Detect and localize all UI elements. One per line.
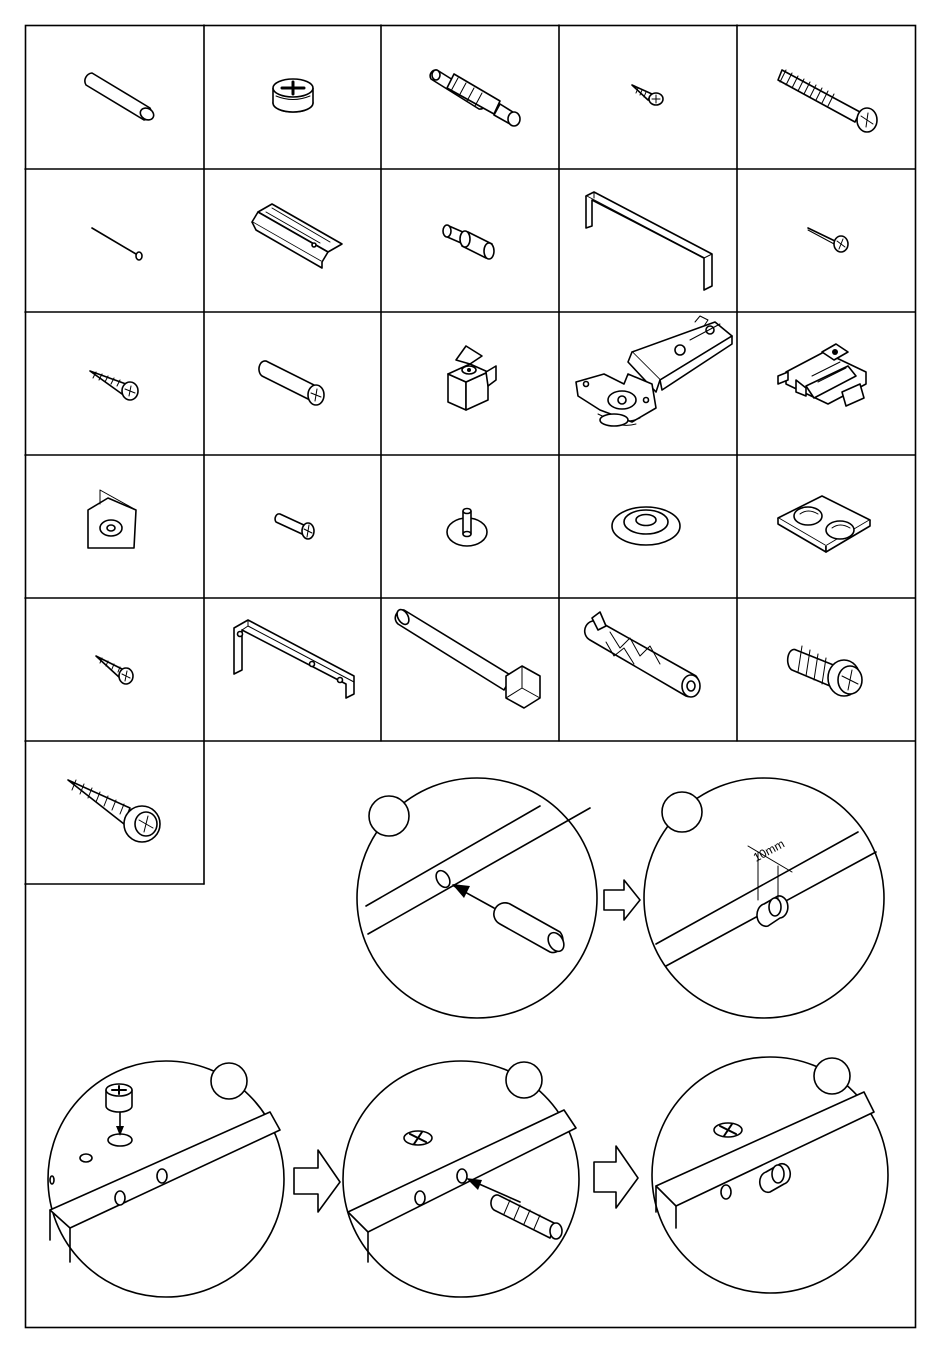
step-cam-insert [48, 1061, 284, 1297]
handle-bolt-icon [808, 228, 848, 252]
small-screw-icon [632, 85, 663, 105]
cabinet-hinge-icon [576, 316, 732, 426]
step-number-badge [211, 1063, 247, 1099]
felt-pads-icon [778, 496, 870, 552]
cam-lock-icon [273, 79, 313, 112]
short-wood-screw-icon [96, 656, 133, 684]
short-bolt-icon [275, 514, 314, 539]
long-screw-icon [778, 70, 877, 132]
connector-bolt-icon [259, 361, 324, 405]
nail-icon [92, 228, 142, 260]
step-bolt-installed [652, 1057, 888, 1293]
step-dowel-insert [357, 778, 597, 1018]
step-number-badge [506, 1062, 542, 1098]
corner-block-icon [448, 346, 496, 410]
corner-bracket-icon [88, 490, 136, 548]
hinge-mounting-plate-icon [778, 344, 866, 406]
step-dowel-inserted [644, 778, 884, 1018]
arrow-right-icon [604, 880, 640, 920]
flange-screw-icon [68, 780, 160, 842]
cam-bolt-dowel-icon [430, 70, 520, 126]
step-number-badge [662, 792, 702, 832]
hex-bolt-icon [395, 608, 540, 708]
step-bolt-insert [343, 1061, 579, 1297]
furniture-glide-icon [447, 509, 487, 547]
l-bracket-icon [234, 620, 354, 698]
wood-screw-icon [90, 371, 138, 400]
wooden-dowel-icon [85, 73, 156, 122]
wall-plug-icon [585, 612, 700, 697]
drawer-runner-plate-icon [252, 204, 342, 268]
parts-grid [25, 25, 915, 884]
euro-screw-icon [788, 646, 862, 696]
step-number-badge [814, 1058, 850, 1094]
step-number-badge [369, 796, 409, 836]
shelf-support-pin-icon [443, 225, 494, 259]
arrow-right-icon [294, 1150, 340, 1212]
arrow-right-icon [594, 1146, 638, 1208]
measure-label: 10mm [750, 836, 787, 865]
screw-cover-washer-icon [612, 507, 680, 545]
handle-icon [586, 192, 712, 290]
